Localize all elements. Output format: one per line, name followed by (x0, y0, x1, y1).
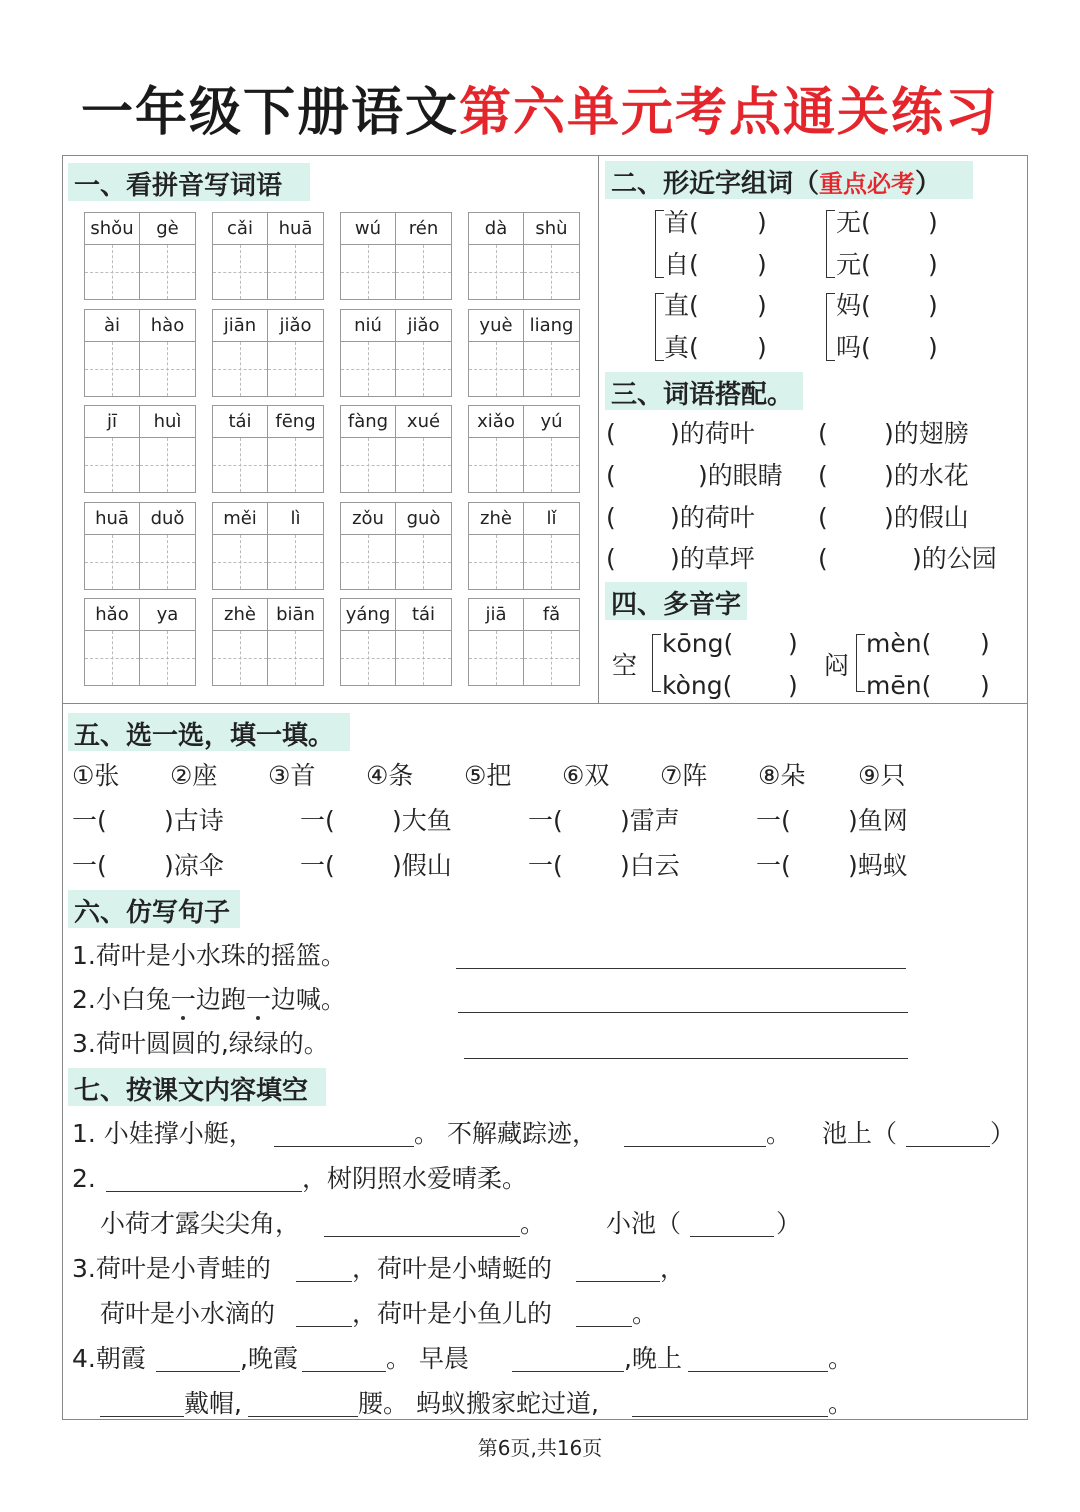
guide-line (140, 562, 195, 563)
blank-line[interactable] (274, 1146, 414, 1147)
paren-open: ( (818, 503, 828, 532)
section5-heading: 五、选一选，填一填。 (68, 713, 350, 751)
section3-heading: 三、词语搭配。 (605, 372, 803, 410)
writing-box[interactable] (212, 341, 268, 397)
fill-1b: 。 不解藏踪迹， (414, 1119, 597, 1148)
measure-noun: )白云 (620, 851, 680, 880)
guide-line (268, 272, 323, 273)
measure-noun: )蚂蚁 (848, 851, 908, 880)
paren-open: ( (606, 461, 616, 490)
fill-4b: ，荷叶是小蜻蜓的 (352, 1254, 553, 1283)
pinyin-label: huì (140, 405, 196, 437)
blank-line[interactable] (688, 1371, 828, 1372)
section4-heading: 四、多音字 (605, 582, 747, 620)
guide-line (396, 465, 451, 466)
bracket (826, 210, 835, 278)
word-block (84, 309, 196, 401)
writing-box[interactable] (140, 437, 196, 493)
word-block (468, 405, 580, 497)
option-item: ⑦阵 (660, 761, 708, 790)
pinyin-label: huā (268, 212, 324, 244)
blank-line[interactable] (106, 1191, 302, 1192)
guide-line (341, 562, 395, 563)
paren-close: ) (788, 671, 798, 700)
char-wu: 无( (836, 208, 871, 237)
word-block (468, 309, 580, 401)
match-phrase: )的荷叶 (670, 503, 755, 532)
word-block (212, 405, 324, 497)
writing-box[interactable] (396, 437, 452, 493)
answer-line[interactable] (464, 1058, 908, 1059)
pinyin-label: jiān (212, 309, 268, 341)
blank-line[interactable] (296, 1326, 352, 1327)
pinyin-label: biān (268, 598, 324, 630)
blank-line[interactable] (512, 1371, 624, 1372)
guide-line (140, 465, 195, 466)
char-ma: 妈( (836, 291, 871, 320)
pinyin-label: fēng (268, 405, 324, 437)
writing-box[interactable] (140, 534, 196, 590)
pinyin-label: tái (396, 598, 452, 630)
writing-box[interactable] (212, 630, 268, 686)
fill-3a: 小荷才露尖尖角， (100, 1209, 301, 1238)
pinyin-label: niú (340, 309, 396, 341)
paren-open: ( (818, 419, 828, 448)
writing-box[interactable] (396, 341, 452, 397)
pinyin-label: shǒu (84, 212, 140, 244)
section2-heading (605, 161, 973, 199)
writing-box[interactable] (84, 534, 140, 590)
word-block (84, 405, 196, 497)
word-block (212, 309, 324, 401)
guide-line (469, 272, 523, 273)
word-block (468, 598, 580, 690)
guide-line (341, 465, 395, 466)
guide-line (469, 658, 523, 659)
pinyin-label: měi (212, 502, 268, 534)
guide-line (268, 562, 323, 563)
writing-box[interactable] (84, 341, 140, 397)
fill-6e: 。 (828, 1344, 854, 1373)
option-item: ⑧朵 (758, 761, 806, 790)
char-zhi: 直( (664, 291, 699, 320)
writing-box[interactable] (84, 437, 140, 493)
word-block (340, 405, 452, 497)
writing-box[interactable] (84, 244, 140, 300)
measure-prefix: 一( (72, 851, 107, 880)
blank-line[interactable] (302, 1371, 386, 1372)
writing-box[interactable] (140, 244, 196, 300)
pinyin-label: rén (396, 212, 452, 244)
guide-line (524, 369, 579, 370)
paren-open: ( (606, 544, 616, 573)
measure-noun: )古诗 (164, 806, 224, 835)
reading-men1: mèn( (866, 629, 932, 658)
section6-heading: 六、仿写句子 (68, 890, 240, 928)
guide-line (213, 369, 267, 370)
guide-line (85, 562, 139, 563)
guide-line (469, 465, 523, 466)
measure-noun: )凉伞 (164, 851, 224, 880)
reading-kong2: kòng( (662, 671, 733, 700)
sentence-1: 1.荷叶是小水珠的摇篮。 (72, 941, 346, 970)
writing-box[interactable] (524, 341, 580, 397)
guide-line (85, 465, 139, 466)
guide-line (213, 272, 267, 273)
guide-line (268, 369, 323, 370)
paren-close: ) (928, 208, 938, 237)
pinyin-label: liang (524, 309, 580, 341)
guide-line (213, 562, 267, 563)
page-number: 第6页,共16页 (477, 1436, 603, 1460)
pinyin-label: jiǎo (396, 309, 452, 341)
fill-2a: 2. (72, 1164, 96, 1193)
guide-line (213, 465, 267, 466)
pinyin-label: cǎi (212, 212, 268, 244)
measure-noun: )大鱼 (392, 806, 452, 835)
match-phrase: )的水花 (884, 461, 969, 490)
writing-box[interactable] (524, 244, 580, 300)
writing-box[interactable] (268, 341, 324, 397)
blank-line[interactable] (632, 1416, 828, 1417)
writing-box[interactable] (212, 437, 268, 493)
measure-noun: )雷声 (620, 806, 680, 835)
option-item: ⑥双 (562, 761, 610, 790)
blank-line[interactable] (576, 1326, 632, 1327)
pinyin-label: hào (140, 309, 196, 341)
guide-line (396, 272, 451, 273)
bracket (655, 210, 664, 278)
blank-line[interactable] (906, 1146, 990, 1147)
measure-noun: )假山 (392, 851, 452, 880)
guide-line (396, 369, 451, 370)
reading-men2: mēn( (866, 671, 932, 700)
pinyin-label: fàng (340, 405, 396, 437)
paren-open: ( (606, 419, 616, 448)
option-item: ①张 (72, 761, 120, 790)
paren-close: ) (928, 250, 938, 279)
measure-prefix: 一( (528, 851, 563, 880)
guide-line (341, 272, 395, 273)
writing-box[interactable] (468, 244, 524, 300)
pinyin-label: zhè (212, 598, 268, 630)
title-unit: 第六单元考点通关练习 (459, 83, 1000, 143)
match-phrase: )的翅膀 (884, 419, 969, 448)
fill-5b: ，荷叶是小鱼儿的 (352, 1299, 553, 1328)
answer-line[interactable] (458, 1012, 908, 1013)
guide-line (341, 369, 395, 370)
writing-box[interactable] (468, 534, 524, 590)
pinyin-label: yuè (468, 309, 524, 341)
blank-line[interactable] (156, 1371, 240, 1372)
pinyin-label: dà (468, 212, 524, 244)
pinyin-label: duǒ (140, 502, 196, 534)
pinyin-label: lǐ (524, 502, 580, 534)
fill-5c: 。 (632, 1299, 658, 1328)
fill-3c: 小池（ (606, 1209, 682, 1238)
pinyin-label: gè (140, 212, 196, 244)
pinyin-label: yáng (340, 598, 396, 630)
writing-box[interactable] (140, 341, 196, 397)
writing-box[interactable] (340, 437, 396, 493)
guide-line (524, 658, 579, 659)
measure-prefix: 一( (72, 806, 107, 835)
word-block (340, 212, 452, 304)
writing-box[interactable] (268, 534, 324, 590)
writing-box[interactable] (396, 244, 452, 300)
match-phrase: )的假山 (884, 503, 969, 532)
writing-box[interactable] (468, 341, 524, 397)
emphasis-char: 一 (245, 985, 271, 1014)
measure-noun: )鱼网 (848, 806, 908, 835)
pinyin-label: guò (396, 502, 452, 534)
pinyin-label: xiǎo (468, 405, 524, 437)
guide-line (469, 369, 523, 370)
writing-box[interactable] (524, 437, 580, 493)
match-phrase: )的公园 (912, 544, 997, 573)
bracket (826, 293, 835, 361)
measure-prefix: 一( (756, 806, 791, 835)
writing-box[interactable] (468, 437, 524, 493)
pinyin-label: yú (524, 405, 580, 437)
guide-line (85, 272, 139, 273)
paren-close: ) (757, 291, 767, 320)
blank-line[interactable] (296, 1281, 352, 1282)
pinyin-label: huā (84, 502, 140, 534)
pinyin-label: zhè (468, 502, 524, 534)
fill-6a: 4.朝霞 (72, 1344, 146, 1373)
fill-3b: 。 (520, 1209, 546, 1238)
fill-4c: ， (660, 1254, 686, 1283)
section7-heading: 七、按课文内容填空 (68, 1068, 326, 1106)
pinyin-label: fǎ (524, 598, 580, 630)
writing-box[interactable] (340, 534, 396, 590)
word-block (340, 502, 452, 594)
guide-line (396, 658, 451, 659)
pinyin-label: lì (268, 502, 324, 534)
sentence-2 (72, 984, 346, 1016)
measure-prefix: 一( (528, 806, 563, 835)
word-block (340, 598, 452, 690)
blank-line[interactable] (624, 1146, 766, 1147)
word-block (84, 502, 196, 594)
pinyin-label: wú (340, 212, 396, 244)
fill-1c: 。 (766, 1119, 792, 1148)
blank-line[interactable] (248, 1416, 358, 1417)
title-grade: 一年级下册语文 (80, 83, 459, 143)
char-yuan: 元( (836, 250, 871, 279)
writing-box[interactable] (340, 630, 396, 686)
guide-line (140, 272, 195, 273)
char-zhen: 真( (664, 333, 699, 362)
paren-close: ) (980, 629, 990, 658)
fill-7c: 。 (828, 1389, 854, 1418)
fill-1d: 池上（ (822, 1119, 898, 1148)
word-block (340, 309, 452, 401)
pinyin-label: tái (212, 405, 268, 437)
option-item: ⑤把 (464, 761, 512, 790)
paren-close: ) (928, 291, 938, 320)
word-block (212, 598, 324, 690)
fill-6b: ,晚霞 (240, 1344, 298, 1373)
word-block (212, 212, 324, 304)
option-item: ⑨只 (858, 761, 906, 790)
fill-6d: ,晚上 (624, 1344, 682, 1373)
divider-horizontal (62, 703, 1028, 704)
sentence-2-c: 边跑 (195, 985, 246, 1014)
section1-heading: 一、看拼音写词语 (68, 163, 310, 201)
writing-box[interactable] (396, 630, 452, 686)
guide-line (268, 465, 323, 466)
polyphone-kong: 空 (612, 651, 638, 680)
pinyin-label: xué (396, 405, 452, 437)
match-phrase: )的草坪 (670, 544, 755, 573)
emphasis-char: 一 (170, 985, 196, 1014)
word-block (468, 502, 580, 594)
fill-7a: 戴帽, (184, 1389, 242, 1418)
guide-line (524, 272, 579, 273)
writing-box[interactable] (268, 437, 324, 493)
char-zi: 自( (664, 250, 699, 279)
measure-prefix: 一( (300, 851, 335, 880)
guide-line (140, 369, 195, 370)
measure-prefix: 一( (756, 851, 791, 880)
pinyin-label: jiā (468, 598, 524, 630)
writing-box[interactable] (268, 244, 324, 300)
writing-box[interactable] (268, 630, 324, 686)
reading-kong1: kōng( (662, 629, 734, 658)
paren-close: ) (757, 333, 767, 362)
guide-line (85, 658, 139, 659)
fill-6c: 。 早晨 (386, 1344, 469, 1373)
paren-close: ) (788, 629, 798, 658)
writing-box[interactable] (396, 534, 452, 590)
paren-open: ( (818, 461, 828, 490)
writing-box[interactable] (524, 630, 580, 686)
fill-2b: ，树阴照水爱晴柔。 (302, 1164, 528, 1193)
guide-line (396, 562, 451, 563)
section2-title: 二、形近字组词（ (611, 169, 820, 199)
pinyin-label: ya (140, 598, 196, 630)
writing-box[interactable] (340, 341, 396, 397)
paren-close: ) (928, 333, 938, 362)
char-ma-question: 吗( (836, 333, 871, 362)
bracket (856, 634, 865, 692)
pinyin-label: shù (524, 212, 580, 244)
blank-line[interactable] (690, 1236, 774, 1237)
paren-close: ) (980, 671, 990, 700)
sentence-2-a: 2.小白兔 (72, 985, 171, 1014)
guide-line (524, 465, 579, 466)
guide-line (140, 658, 195, 659)
paren-open: ( (818, 544, 828, 573)
pinyin-label: hǎo (84, 598, 140, 630)
writing-box[interactable] (140, 630, 196, 686)
paren-close: ) (757, 208, 767, 237)
guide-line (268, 658, 323, 659)
writing-box[interactable] (84, 630, 140, 686)
blank-line[interactable] (576, 1281, 660, 1282)
guide-line (524, 562, 579, 563)
word-block (468, 212, 580, 304)
char-shou: 首( (664, 208, 699, 237)
divider-vertical (598, 155, 599, 703)
option-item: ④条 (366, 761, 414, 790)
fill-3d: ） (776, 1209, 802, 1238)
bracket (652, 634, 661, 692)
page-title (0, 70, 1080, 145)
word-block (84, 212, 196, 304)
pinyin-label: jī (84, 405, 140, 437)
section2-title-end: ） (915, 169, 942, 199)
writing-box[interactable] (212, 244, 268, 300)
guide-line (469, 562, 523, 563)
word-block (212, 502, 324, 594)
fill-4a: 3.荷叶是小青蛙的 (72, 1254, 271, 1283)
pinyin-label: zǒu (340, 502, 396, 534)
sentence-3: 3.荷叶圆圆的,绿绿的。 (72, 1029, 329, 1058)
blank-line[interactable] (324, 1236, 520, 1237)
writing-box[interactable] (212, 534, 268, 590)
word-block (84, 598, 196, 690)
fill-1e: ） (990, 1119, 1016, 1148)
pinyin-label: ài (84, 309, 140, 341)
paren-close: ) (757, 250, 767, 279)
writing-box[interactable] (524, 534, 580, 590)
fill-1a: 1. 小娃撑小艇， (72, 1119, 254, 1148)
pinyin-label: jiǎo (268, 309, 324, 341)
paren-open: ( (606, 503, 616, 532)
key-exam-badge: 重点必考 (819, 170, 916, 198)
polyphone-men: 闷 (824, 651, 850, 680)
option-item: ②座 (170, 761, 218, 790)
fill-5a: 荷叶是小水滴的 (100, 1299, 276, 1328)
writing-box[interactable] (468, 630, 524, 686)
measure-prefix: 一( (300, 806, 335, 835)
writing-box[interactable] (340, 244, 396, 300)
fill-7b: 腰。 蚂蚁搬家蛇过道, (358, 1389, 599, 1418)
guide-line (213, 658, 267, 659)
option-item: ③首 (268, 761, 316, 790)
match-phrase: )的荷叶 (670, 419, 755, 448)
bracket (655, 293, 664, 361)
blank-line[interactable] (100, 1416, 184, 1417)
guide-line (85, 369, 139, 370)
answer-line[interactable] (456, 968, 906, 969)
match-phrase: )的眼睛 (698, 461, 783, 490)
guide-line (341, 658, 395, 659)
sentence-2-e: 边喊。 (270, 985, 346, 1014)
